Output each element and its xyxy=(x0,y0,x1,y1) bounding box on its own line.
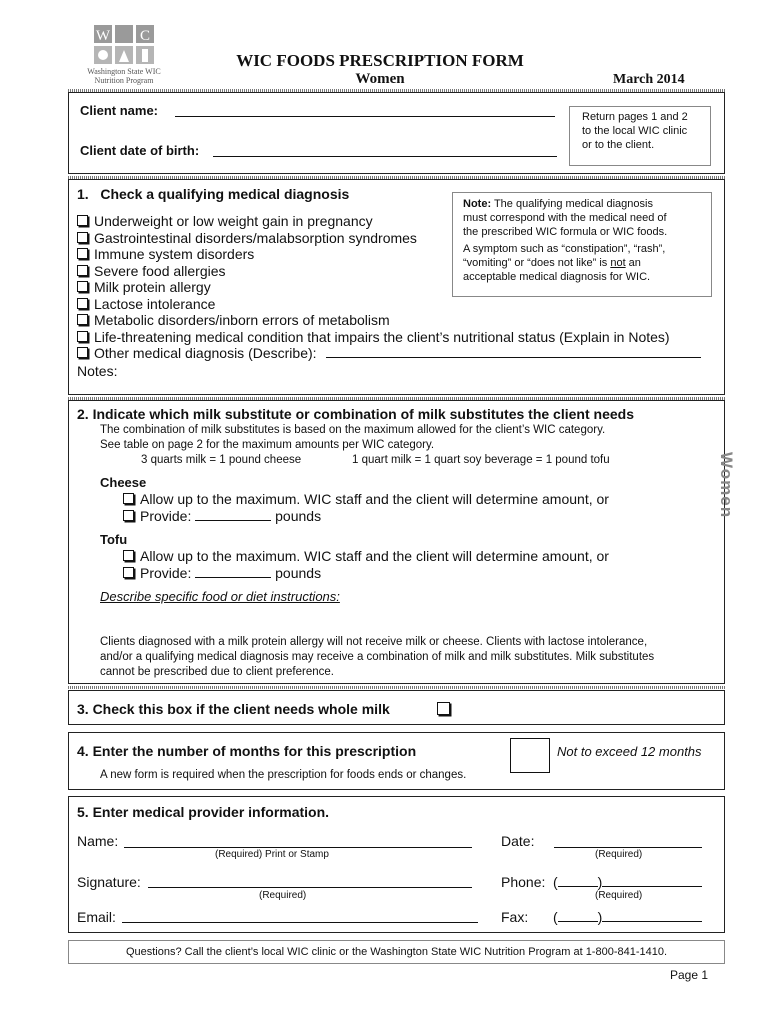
diagnosis-label: Severe food allergies xyxy=(94,262,226,279)
checkbox[interactable] xyxy=(123,550,134,561)
section-4-title: 4. Enter the number of months for this prescription xyxy=(77,743,417,759)
section-2-footer: and/or a qualifying medical diagnosis may receive a combination of milk and milk substitutes. Milk substitutes xyxy=(100,651,655,663)
form-subtitle: Women xyxy=(355,71,405,87)
diagnosis-label: Other medical diagnosis (Describe): xyxy=(94,345,317,361)
section-3-title: 3. Check this box if the client needs whole milk xyxy=(77,701,390,717)
equivalence-1: 3 quarts milk = 1 pound cheese xyxy=(141,454,302,466)
section-2-footer: Clients diagnosed with a milk protein allergy will not receive milk or cheese. Clients with lactose intolerance, xyxy=(100,636,648,648)
cheese-amount-field[interactable] xyxy=(195,520,271,521)
unit-label: pounds xyxy=(275,564,322,581)
email-field[interactable] xyxy=(122,922,478,923)
form-title: WIC FOODS PRESCRIPTION FORM xyxy=(236,51,524,70)
checkbox[interactable] xyxy=(77,281,88,292)
cheese-provide-option[interactable] xyxy=(123,508,609,525)
months-limit: Not to exceed 12 months xyxy=(557,744,702,759)
diagnosis-label: Metabolic disorders/inborn errors of metabolism xyxy=(94,312,390,328)
signature-field[interactable] xyxy=(148,887,472,888)
note-line: must correspond with the medical need of xyxy=(463,212,667,224)
note-line: The qualifying medical diagnosis xyxy=(491,198,653,210)
fax-field[interactable]: ( ) xyxy=(553,909,702,925)
diagnosis-item[interactable] xyxy=(77,296,701,313)
option-label: Provide: xyxy=(140,507,192,524)
client-dob-field[interactable] xyxy=(213,156,557,157)
return-note-line: to the local WIC clinic xyxy=(582,125,688,137)
checkbox[interactable] xyxy=(77,331,88,342)
option-label: Allow up to the maximum. WIC staff and the client will determine amount, or xyxy=(140,548,609,564)
checkbox[interactable] xyxy=(77,347,88,358)
checkbox[interactable] xyxy=(123,567,134,578)
phone-label: Phone: xyxy=(501,874,546,890)
fax-label: Fax: xyxy=(501,909,529,925)
equivalence-2: 1 quart milk = 1 quart soy beverage = 1 pound tofu xyxy=(352,454,610,466)
diagnosis-label: Life-threatening medical condition that impairs the client’s nutritional status (Explain in Notes) xyxy=(94,328,670,345)
checkbox[interactable] xyxy=(123,510,134,521)
page-number: Page 1 xyxy=(670,968,709,982)
unit-label: pounds xyxy=(275,507,322,524)
note-bold: Note: xyxy=(463,198,492,210)
checkbox[interactable] xyxy=(77,215,88,226)
tofu-label: Tofu xyxy=(100,532,128,547)
diagnosis-item[interactable] xyxy=(77,312,701,329)
diagnosis-item[interactable] xyxy=(77,345,701,362)
diagnosis-label: Underweight or low weight gain in pregnancy xyxy=(94,213,373,229)
section-5-title: 5. Enter medical provider information. xyxy=(77,804,330,820)
wic-logo xyxy=(78,22,170,90)
months-input[interactable] xyxy=(510,738,550,773)
note-line: A symptom such as “constipation”, “rash”, xyxy=(463,243,666,255)
diagnosis-label: Immune system disorders xyxy=(94,246,255,262)
date-field[interactable] xyxy=(554,847,702,848)
provider-name-req: (Required) Print or Stamp xyxy=(215,849,329,860)
diagnosis-label: Gastrointestinal disorders/malabsorption syndromes xyxy=(94,229,417,246)
provider-name-field[interactable] xyxy=(124,847,472,848)
diagnosis-label: Lactose intolerance xyxy=(94,295,216,312)
return-note-line: or to the client. xyxy=(582,139,655,151)
diagnosis-label: Milk protein allergy xyxy=(94,279,211,295)
svg-text:W: W xyxy=(95,28,111,44)
note-emphasis: not xyxy=(610,257,626,269)
return-note-line: Return pages 1 and 2 xyxy=(582,111,688,123)
checkbox[interactable] xyxy=(77,314,88,325)
logo-text-line1: Washington State WIC xyxy=(87,67,161,76)
option-label: Allow up to the maximum. WIC staff and the client will determine amount, or xyxy=(140,491,609,507)
phone-req: (Required) xyxy=(595,890,643,901)
client-dob-label: Client date of birth: xyxy=(80,143,200,158)
logo-text-line2: Nutrition Program xyxy=(94,76,154,85)
phone-field[interactable]: ( ) xyxy=(553,874,702,890)
tofu-provide-option[interactable] xyxy=(123,565,609,582)
other-diagnosis-field[interactable] xyxy=(326,357,701,358)
return-note xyxy=(569,106,711,166)
describe-instructions[interactable]: Describe specific food or diet instructions: xyxy=(100,589,340,604)
side-tab-label: Women xyxy=(717,452,736,519)
provider-name-label: Name: xyxy=(77,833,119,849)
section-4-note: A new form is required when the prescription for foods ends or changes. xyxy=(100,769,467,781)
checkbox[interactable] xyxy=(77,298,88,309)
cheese-label: Cheese xyxy=(100,475,147,490)
side-tab-women xyxy=(716,452,756,522)
checkbox[interactable] xyxy=(123,493,134,504)
whole-milk-checkbox[interactable] xyxy=(437,702,450,715)
signature-req: (Required) xyxy=(259,890,307,901)
option-label: Provide: xyxy=(140,564,192,581)
section-2-title: 2. Indicate which milk substitute or combination of milk substitutes the client needs xyxy=(77,406,634,422)
note-line: the prescribed WIC formula or WIC foods. xyxy=(463,226,668,238)
diagnosis-note xyxy=(452,192,712,297)
form-date: March 2014 xyxy=(613,72,685,87)
notes-label: Notes: xyxy=(77,362,118,379)
note-line: “vomiting” or “does not like” is xyxy=(463,257,611,269)
checkbox[interactable] xyxy=(77,265,88,276)
date-req: (Required) xyxy=(595,849,643,860)
client-name-field[interactable] xyxy=(175,116,555,117)
section-2-footer: cannot be prescribed due to client preference. xyxy=(100,666,334,678)
section-1-title: 1. Check a qualifying medical diagnosis xyxy=(77,186,350,202)
svg-text:C: C xyxy=(139,28,151,44)
tofu-allow-option[interactable] xyxy=(123,548,609,565)
note-line: acceptable medical diagnosis for WIC. xyxy=(463,271,651,283)
questions-text: Questions? Call the client’s local WIC clinic or the Washington State WIC Nutrition Program at 1-800-841-1410. xyxy=(125,946,668,958)
note-line: an xyxy=(625,257,641,269)
email-label: Email: xyxy=(77,909,116,925)
checkbox[interactable] xyxy=(77,232,88,243)
section-2-intro: The combination of milk substitutes is based on the maximum allowed for the client’s WIC category. xyxy=(100,424,606,436)
date-label: Date: xyxy=(501,833,535,849)
section-2-intro: See table on page 2 for the maximum amounts per WIC category. xyxy=(100,439,435,451)
checkbox[interactable] xyxy=(77,248,88,259)
tofu-amount-field[interactable] xyxy=(195,577,271,578)
client-name-label: Client name: xyxy=(80,103,159,118)
section-4-box xyxy=(68,732,725,790)
signature-label: Signature: xyxy=(77,874,141,890)
cheese-allow-option[interactable] xyxy=(123,491,609,508)
diagnosis-item[interactable] xyxy=(77,329,701,346)
